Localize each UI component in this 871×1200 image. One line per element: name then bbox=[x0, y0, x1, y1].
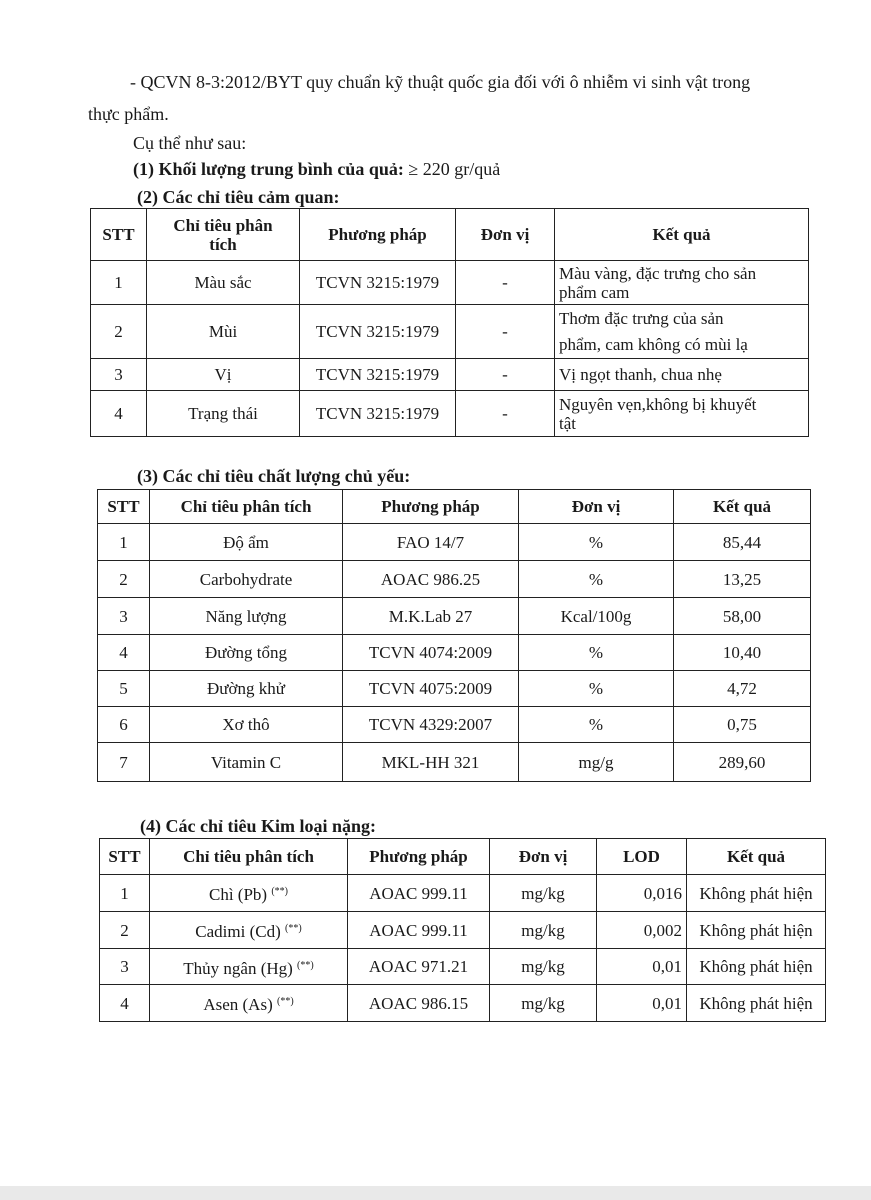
cell-indicator: Vitamin C bbox=[150, 743, 343, 782]
cell-method: AOAC 999.11 bbox=[348, 875, 490, 912]
cell-method: TCVN 4074:2009 bbox=[343, 635, 519, 671]
cell-stt: 1 bbox=[98, 524, 150, 561]
table-row bbox=[100, 949, 826, 985]
qcvn-line-2: thực phẩm. bbox=[88, 104, 169, 124]
cell-unit: % bbox=[519, 635, 674, 671]
header-stt: STT bbox=[91, 209, 147, 261]
header-indicator: Chỉ tiêu phân tích bbox=[147, 209, 300, 261]
table-row bbox=[91, 261, 809, 305]
cell-result: Thơm đặc trưng của sản phẩm, cam không có mùi lạ bbox=[555, 305, 809, 359]
cell-indicator: Xơ thô bbox=[150, 707, 343, 743]
header-result: Kết quả bbox=[687, 839, 826, 875]
cell-unit: - bbox=[456, 305, 555, 359]
cell-result: 289,60 bbox=[674, 743, 811, 782]
header-stt: STT bbox=[98, 490, 150, 524]
section-4-title: (4) Các chỉ tiêu Kim loại nặng: bbox=[140, 816, 376, 836]
table-row bbox=[91, 359, 809, 391]
cell-method: TCVN 3215:1979 bbox=[300, 261, 456, 305]
average-weight-label: (1) Khối lượng trung bình của quả: bbox=[133, 159, 404, 179]
cell-result: 13,25 bbox=[674, 561, 811, 598]
cell-result: Không phát hiện bbox=[687, 875, 826, 912]
table-row bbox=[98, 707, 811, 743]
header-method: Phương pháp bbox=[300, 209, 456, 261]
table-row bbox=[98, 598, 811, 635]
cell-lod: 0,016 bbox=[597, 875, 687, 912]
cell-result: Không phát hiện bbox=[687, 949, 826, 985]
table-row bbox=[98, 671, 811, 707]
section-3-title: (3) Các chỉ tiêu chất lượng chủ yếu: bbox=[137, 466, 411, 486]
cell-method: AOAC 986.25 bbox=[343, 561, 519, 598]
cell-indicator: Màu sắc bbox=[147, 261, 300, 305]
header-indicator: Chỉ tiêu phân tích bbox=[150, 839, 348, 875]
cell-indicator: Thủy ngân (Hg) (**) bbox=[150, 949, 348, 985]
heavy-metal-table bbox=[99, 838, 826, 1022]
cell-result: 0,75 bbox=[674, 707, 811, 743]
page-bottom-shade bbox=[0, 1186, 871, 1200]
qcvn-line-1: - QCVN 8-3:2012/BYT quy chuẩn kỹ thuật quốc gia đối với ô nhiễm vi sinh vật trong bbox=[130, 72, 751, 92]
table-row bbox=[100, 985, 826, 1022]
cell-stt: 7 bbox=[98, 743, 150, 782]
cell-method: MKL-HH 321 bbox=[343, 743, 519, 782]
header-lod: LOD bbox=[597, 839, 687, 875]
cell-unit: mg/kg bbox=[490, 985, 597, 1022]
table-row bbox=[98, 561, 811, 598]
cell-method: TCVN 4075:2009 bbox=[343, 671, 519, 707]
cell-indicator: Mùi bbox=[147, 305, 300, 359]
header-method: Phương pháp bbox=[343, 490, 519, 524]
header-result: Kết quả bbox=[555, 209, 809, 261]
header-indicator: Chỉ tiêu phân tích bbox=[150, 490, 343, 524]
cell-indicator: Đường khử bbox=[150, 671, 343, 707]
footnote-mark: (**) bbox=[285, 923, 302, 934]
cell-indicator: Chì (Pb) (**) bbox=[150, 875, 348, 912]
table-header-row bbox=[98, 490, 811, 524]
cell-unit: mg/kg bbox=[490, 875, 597, 912]
cell-result: Vị ngọt thanh, chua nhẹ bbox=[555, 359, 809, 391]
cell-unit: - bbox=[456, 261, 555, 305]
average-weight-value: ≥ 220 gr/quả bbox=[408, 159, 501, 179]
detail-intro: Cụ thể như sau: bbox=[133, 133, 247, 153]
header-unit: Đơn vị bbox=[519, 490, 674, 524]
cell-method: TCVN 3215:1979 bbox=[300, 391, 456, 437]
cell-method: FAO 14/7 bbox=[343, 524, 519, 561]
header-result: Kết quả bbox=[674, 490, 811, 524]
table-row bbox=[91, 305, 809, 359]
cell-stt: 3 bbox=[91, 359, 147, 391]
cell-result: Không phát hiện bbox=[687, 912, 826, 949]
cell-result: 10,40 bbox=[674, 635, 811, 671]
cell-unit: - bbox=[456, 391, 555, 437]
cell-lod: 0,01 bbox=[597, 985, 687, 1022]
cell-unit: % bbox=[519, 524, 674, 561]
cell-method: AOAC 986.15 bbox=[348, 985, 490, 1022]
cell-method: AOAC 971.21 bbox=[348, 949, 490, 985]
cell-unit: Kcal/100g bbox=[519, 598, 674, 635]
cell-result: Nguyên vẹn,không bị khuyết tật bbox=[555, 391, 809, 437]
cell-indicator: Cadimi (Cd) (**) bbox=[150, 912, 348, 949]
cell-stt: 3 bbox=[100, 949, 150, 985]
cell-unit: - bbox=[456, 359, 555, 391]
footnote-mark: (**) bbox=[297, 959, 314, 971]
header-unit: Đơn vị bbox=[456, 209, 555, 261]
table-row bbox=[98, 524, 811, 561]
table-row bbox=[100, 875, 826, 912]
table-row bbox=[98, 635, 811, 671]
cell-result: 85,44 bbox=[674, 524, 811, 561]
table-header-row bbox=[91, 209, 809, 261]
cell-indicator: Trạng thái bbox=[147, 391, 300, 437]
cell-result: 4,72 bbox=[674, 671, 811, 707]
section-2-title: (2) Các chỉ tiêu cảm quan: bbox=[137, 187, 340, 207]
sensory-table bbox=[90, 208, 809, 437]
cell-unit: % bbox=[519, 707, 674, 743]
header-unit: Đơn vị bbox=[490, 839, 597, 875]
table-row bbox=[98, 743, 811, 782]
cell-indicator: Asen (As) (**) bbox=[150, 985, 348, 1022]
cell-method: TCVN 3215:1979 bbox=[300, 305, 456, 359]
cell-stt: 4 bbox=[98, 635, 150, 671]
cell-stt: 3 bbox=[98, 598, 150, 635]
cell-stt: 5 bbox=[98, 671, 150, 707]
average-weight bbox=[133, 158, 500, 180]
cell-stt: 2 bbox=[91, 305, 147, 359]
cell-stt: 4 bbox=[100, 985, 150, 1022]
cell-stt: 1 bbox=[91, 261, 147, 305]
cell-stt: 6 bbox=[98, 707, 150, 743]
cell-unit: mg/g bbox=[519, 743, 674, 782]
cell-result: 58,00 bbox=[674, 598, 811, 635]
cell-method: TCVN 3215:1979 bbox=[300, 359, 456, 391]
footnote-mark: (**) bbox=[276, 996, 294, 1007]
cell-lod: 0,01 bbox=[597, 949, 687, 985]
cell-indicator: Vị bbox=[147, 359, 300, 391]
footnote-mark: (**) bbox=[271, 886, 288, 897]
cell-lod: 0,002 bbox=[597, 912, 687, 949]
table-row bbox=[91, 391, 809, 437]
cell-method: M.K.Lab 27 bbox=[343, 598, 519, 635]
cell-stt: 2 bbox=[98, 561, 150, 598]
table-row bbox=[100, 912, 826, 949]
cell-method: TCVN 4329:2007 bbox=[343, 707, 519, 743]
cell-unit: mg/kg bbox=[490, 912, 597, 949]
cell-unit: mg/kg bbox=[490, 949, 597, 985]
quality-table bbox=[97, 489, 811, 782]
cell-indicator: Năng lượng bbox=[150, 598, 343, 635]
cell-result: Màu vàng, đặc trưng cho sản phẩm cam bbox=[555, 261, 809, 305]
header-stt: STT bbox=[100, 839, 150, 875]
header-method: Phương pháp bbox=[348, 839, 490, 875]
cell-indicator: Đường tổng bbox=[150, 635, 343, 671]
cell-stt: 2 bbox=[100, 912, 150, 949]
table-header-row bbox=[100, 839, 826, 875]
cell-method: AOAC 999.11 bbox=[348, 912, 490, 949]
cell-unit: % bbox=[519, 561, 674, 598]
cell-stt: 4 bbox=[91, 391, 147, 437]
cell-stt: 1 bbox=[100, 875, 150, 912]
cell-indicator: Carbohydrate bbox=[150, 561, 343, 598]
cell-unit: % bbox=[519, 671, 674, 707]
cell-result: Không phát hiện bbox=[687, 985, 826, 1022]
cell-indicator: Độ ẩm bbox=[150, 524, 343, 561]
